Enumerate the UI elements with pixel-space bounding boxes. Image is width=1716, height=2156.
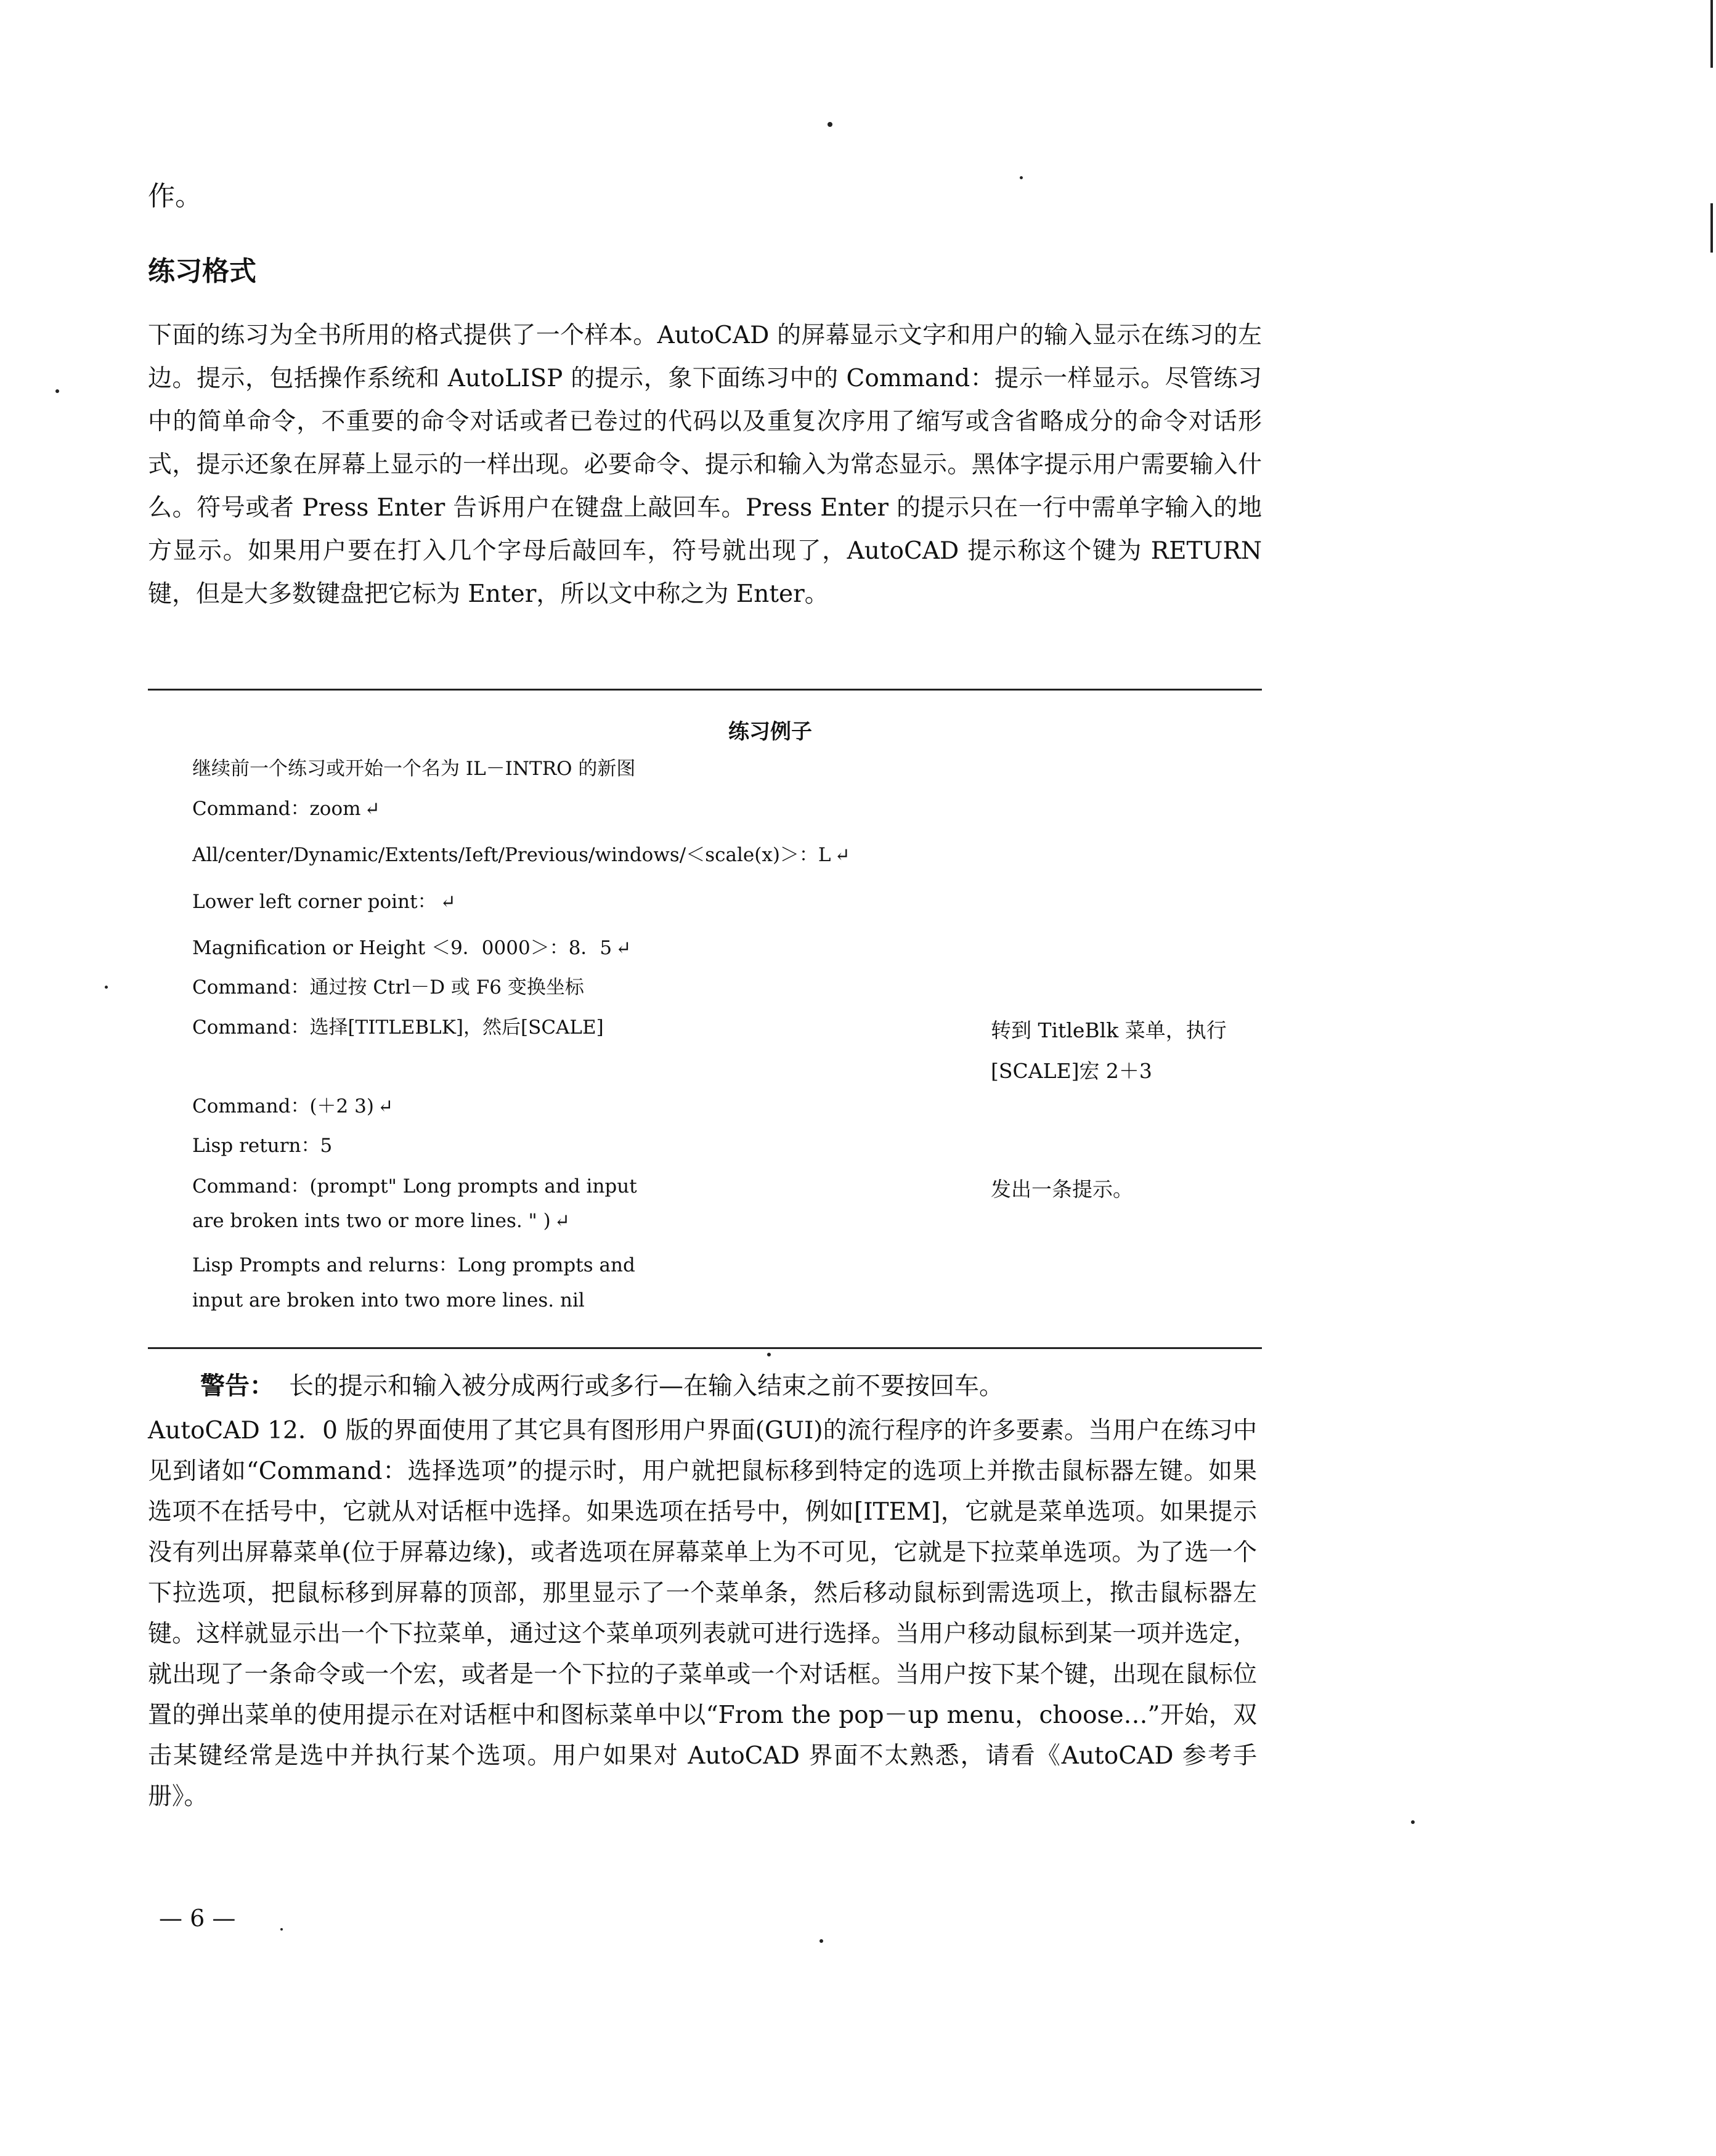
scan-speck <box>105 986 108 989</box>
warning-text: 长的提示和输入被分成两行或多行—在输入结束之前不要按回车。 <box>289 1372 1004 1400</box>
example-line: Command：通过按 Ctrl－D 或 F6 变换坐标 <box>192 976 584 999</box>
enter-key-icon: ↵ <box>364 798 380 820</box>
continued-text-fragment: 作。 <box>148 180 202 212</box>
example-line: Lisp Prompts and relurns：Long prompts and <box>192 1254 635 1276</box>
scan-speck <box>819 1939 823 1943</box>
enter-key-icon: ↵ <box>554 1210 570 1232</box>
enter-key-icon: ↵ <box>834 845 850 866</box>
example-line: Lower left corner point： ↵ <box>192 891 456 913</box>
example-line: All/center/Dynamic/Extents/Ieft/Previous/windows/＜scale(x)＞：L ↵ <box>192 844 850 866</box>
example-title: 练习例子 <box>728 719 812 744</box>
side-note-prompt: 发出一条提示。 <box>991 1177 1133 1201</box>
scan-speck <box>1411 1820 1415 1824</box>
example-line: Command：(prompt" Long prompts and input <box>192 1175 637 1198</box>
enter-key-icon: ↵ <box>377 1096 394 1117</box>
scan-edge-mark <box>1710 203 1713 253</box>
example-line: input are broken into two more lines. nil <box>192 1289 585 1311</box>
scan-speck <box>280 1928 283 1931</box>
side-note-titleblk: 转到 TitleBlk 菜单，执行 [SCALE]宏 2＋3 <box>991 1018 1227 1083</box>
section-heading: 练习格式 <box>148 256 256 287</box>
example-line: Magnification or Height ＜9．0000＞：8．5 ↵ <box>192 937 632 959</box>
intro-paragraph: 下面的练习为全书所用的格式提供了一个样本。AutoCAD 的屏幕显示文字和用户的输入显示在练习的左边。提示，包括操作系统和 AutoLISP 的提示，象下面练习中的 Command：提示一样显示。尽管练习中的简单命令，不重要的命令对话或者已卷过的代码以及重复次序用了缩写或含省略成分的命令对话形式，提示还象在屏幕上显示的一样出现。必要命令、提示和输入为常态显示。黑体字提示用户需要输入什么。符号或者 Press Enter 告诉用户在键盘上敲回车。Press Enter 的提示只在一行中需单字输入的地方显示。如果用户要在打入几个字母后敲回车，符号就出现了，AutoCAD 提示称这个键为 RETURN 键，但是大多数键盘把它标为 Enter，所以文中称之为 Enter。 <box>148 322 1262 608</box>
example-bottom-rule <box>148 1347 1262 1349</box>
scan-speck <box>767 1353 771 1356</box>
warning-note <box>200 1366 1004 1401</box>
scan-edge-mark <box>1710 0 1713 68</box>
example-line: Command：选择[TITLEBLK]，然后[SCALE] <box>192 1016 604 1039</box>
scan-speck <box>828 122 832 127</box>
enter-key-icon: ↵ <box>616 938 632 959</box>
page-number: — 6 — <box>159 1905 236 1932</box>
example-top-rule <box>148 689 1262 691</box>
warning-label: 警告： <box>200 1372 274 1400</box>
example-line: Command：(＋2 3) ↵ <box>192 1095 394 1117</box>
example-line: Command：zoom ↵ <box>192 798 380 820</box>
scan-speck <box>55 389 59 393</box>
enter-key-icon: ↵ <box>440 891 456 913</box>
body-paragraph: AutoCAD 12．0 版的界面使用了其它具有图形用户界面(GUI)的流行程序的许多要素。当用户在练习中见到诸如“Command：选择选项”的提示时，用户就把鼠标移到特定的选项上并揿击鼠标器左键。如果选项不在括号中，它就从对话框中选择。如果选项在括号中，例如[ITEM]，它就是菜单选项。如果提示没有列出屏幕菜单(位于屏幕边缘)，或者选项在屏幕菜单上为不可见，它就是下拉菜单选项。为了选一个下拉选项，把鼠标移到屏幕的顶部，那里显示了一个菜单条，然后移动鼠标到需选项上，揿击鼠标器左键。这样就显示出一个下拉菜单，通过这个菜单项列表就可进行选择。当用户移动鼠标到某一项并选定，就出现了一条命令或一个宏，或者是一个下拉的子菜单或一个对话框。当用户按下某个键，出现在鼠标位置的弹出菜单的使用提示在对话框中和图标菜单中以“From the pop－up menu，choose…”开始，双击某键经常是选中并执行某个选项。用户如果对 AutoCAD 界面不太熟悉，请看《AutoCAD 参考手册》。 <box>148 1417 1257 1810</box>
example-line: Lisp return：5 <box>192 1135 333 1157</box>
example-line: are broken ints two or more lines. " ) ↵ <box>192 1210 570 1232</box>
example-line: 继续前一个练习或开始一个名为 IL－INTRO 的新图 <box>192 758 636 780</box>
scan-speck <box>1020 176 1023 179</box>
